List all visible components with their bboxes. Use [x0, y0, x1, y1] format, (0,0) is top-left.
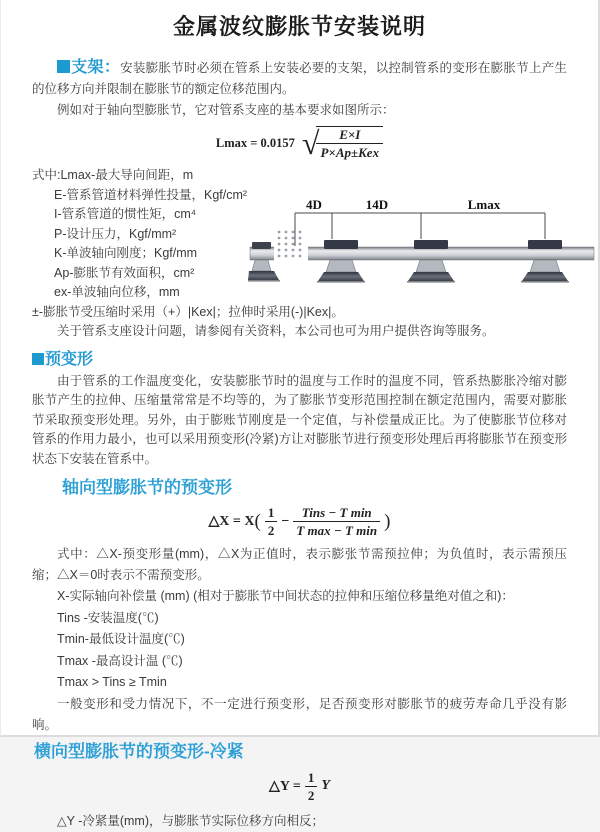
definition-line: 式中:Lmax-最大导向间距，m — [32, 168, 194, 182]
support-example-text: 例如对于轴向型膨胀节，它对管系支座的基本要求如图所示： — [57, 103, 395, 117]
section-bullet-icon — [57, 60, 70, 73]
temp-inequality: Tmax > Tins ≥ Tmin — [57, 675, 167, 689]
fraction-numerator: 1 — [305, 770, 318, 787]
support-intro-text: 安装膨胀节时必须在管系上安装必要的支架，以控制管系的变形在膨胀节上产生的位移方向并限制在膨胀节的额定位移范围内。 — [32, 61, 567, 96]
guide-support — [407, 240, 455, 283]
lmax-formula-denominator: P×Ap±Kex — [320, 145, 380, 160]
fraction-denominator: 2 — [307, 787, 315, 803]
consult-note: 关于管系支座设计问题，请参阅有关资料，本公司也可为用户提供咨询等服务。 — [57, 324, 495, 338]
one-half-fraction — [305, 770, 318, 803]
dim-label-lmax: Lmax — [467, 197, 501, 212]
bellows-icon — [274, 231, 308, 262]
x-definition: X-实际轴向补偿量 (mm) (相对于膨胀节中间状态的拉伸和压缩位移量绝对值之和)： — [57, 589, 514, 603]
support-section-heading: 支架： — [71, 59, 121, 76]
fraction-numerator: Tins − T min — [293, 505, 380, 522]
lmax-formula-fraction — [316, 126, 383, 160]
lateral-formula — [32, 770, 567, 803]
definition-line: E-管系管道材料弹性投量，Kgf/cm² — [54, 187, 248, 202]
preform-heading-text: 预变形 — [45, 350, 94, 368]
lateral-note: △Y -冷紧量(mm)，与膨胀节实际位移方向相反； — [57, 813, 325, 828]
guide-support — [317, 240, 365, 283]
dim-label-14d: 14D — [365, 197, 389, 212]
preform-section-heading — [32, 350, 567, 370]
minus-sign: − — [281, 513, 290, 529]
axial-formula-lhs: △X = X — [208, 514, 255, 529]
plus-minus-note: ±-膨胀节受压缩时采用（+）|Kex|；拉伸时采用(-)|Kex|。 — [32, 304, 344, 319]
lateral-formula-lhs: △Y = — [269, 778, 301, 794]
document-body — [1, 57, 598, 832]
definition-line: P-设计压力，Kgf/mm² — [54, 226, 177, 241]
definition-line: I-管系管道的惯性矩，cm⁴ — [54, 207, 197, 221]
one-half-fraction — [265, 505, 278, 538]
lmax-formula-lhs: Lmax = 0.0157 — [215, 135, 295, 150]
section-bullet-icon — [32, 353, 44, 365]
lmax-formula-numerator: E×I — [316, 127, 383, 144]
definition-line: Ap-膨胀节有效面积，cm² — [54, 265, 195, 280]
open-paren: ( — [254, 510, 261, 532]
support-section-paragraph — [32, 57, 567, 100]
axial-preform-heading: 轴向型膨胀节的预变形 — [62, 478, 232, 497]
definitions-block — [32, 166, 567, 303]
dim-label-4d: 4D — [306, 197, 322, 212]
guide-support — [521, 240, 569, 283]
fraction-denominator: 2 — [267, 523, 275, 538]
axial-formula — [32, 505, 567, 538]
preform-paragraph: 由于管系的工作温度变化，安装膨胀节时的温度与工作时的温度不同，管系热膨胀冷缩对膨胀节产生的拉伸、压缩量常常是不均等的，为了膨胀节变形范围控制在额定范围内，需要对膨胀节采取预变形处理。另外，由于膨账节刚度是一个定值，与补偿量成正比。为了使膨胀节位移对管系的作用力最小，也可以采用预变形(冷紧)方让对膨胀节进行预变形处理后再将膨胀节在预变形状态下安装在管系中。 — [32, 373, 567, 466]
axial-formula-explanation: 式中：△X-预变形量(mm)，△X为正值时，表示膨张节需预拉伸；为负值时，表示需预压缩；△X＝0时表示不需预变形。 — [32, 547, 567, 582]
lmax-formula — [32, 126, 567, 160]
fraction-numerator: 1 — [265, 505, 278, 522]
close-paren: ) — [384, 510, 391, 532]
page-title: 金属波纹膨胀节安装说明 — [172, 14, 426, 39]
temperature-fraction — [293, 505, 380, 538]
temp-definition: Tmin-最低设计温度(℃) — [57, 632, 185, 646]
definition-line: ex-单波轴向位移，mm — [54, 285, 180, 299]
definition-line: K-单波轴向刚度；Kgf/mm — [54, 246, 198, 260]
pipe-support-diagram — [248, 198, 596, 294]
axial-note: 一般变形和受力情况下，不一定进行预变形，足否预变形对膨胀节的疲劳寿命几乎没有影响。 — [32, 696, 567, 732]
temp-definition: Tins -安装温度(℃) — [57, 610, 159, 625]
lateral-preform-heading: 横向型膨胀节的预变形-冷紧 — [34, 741, 244, 761]
fraction-denominator: T max − T min — [296, 523, 378, 538]
square-root-icon: √ — [301, 125, 320, 161]
temp-definition: Tmax -最高设计温 (℃) — [57, 653, 183, 668]
lateral-formula-rhs: Y — [321, 778, 330, 793]
